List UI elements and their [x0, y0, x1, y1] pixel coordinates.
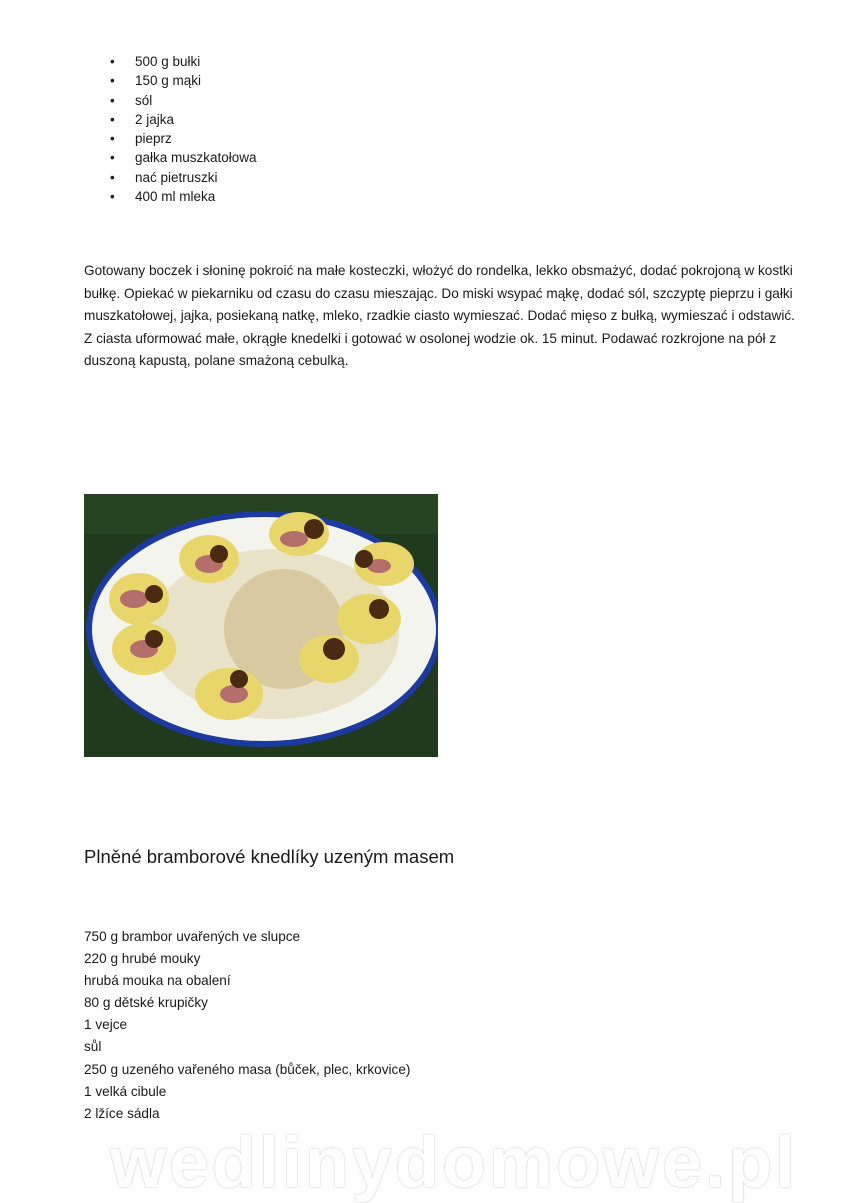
ingredient: gałka muszkatołowa	[135, 150, 257, 166]
ingredient: 500 g bułki	[135, 54, 201, 69]
ingredient: 150 g mąki	[135, 73, 202, 89]
bullet: •	[110, 92, 115, 108]
ingredient: 2 jajka	[135, 111, 175, 127]
ingredient: 1 velká cibule	[84, 1083, 167, 1099]
ingredient: 1 vejce	[84, 1017, 128, 1033]
ingredient: sól	[135, 92, 153, 108]
ingredient: 220 g hrubé mouky	[84, 951, 201, 967]
instructions-paragraph: Gotowany boczek i słoninę pokroić na małe kosteczki, włożyć do rondelka, lekko obsmażyć, dodać pokrojoną w kostki bułkę. Opiekać w piekarniku od czasu do czasu mieszając. Do miski wsypać mąkę, dodać sól, szczyptę pieprzu i gałki muszkatołowej, jajka, posiekaną natkę, mleko, rzadkie ciasto wymieszać. Dodać mięso z bułką, wymieszać i odstawić. Z ciasta uformować małe, okrągłe knedelki i gotować w osolonej wodzie ok. 15 minut. Podawać rozkrojone na pół z duszoną kapustą, polane smażoną cebulką.	[84, 263, 795, 369]
bullet: •	[110, 73, 115, 89]
bullet: •	[110, 131, 115, 147]
ingredient: sůl	[84, 1039, 102, 1055]
czech-ingredient-list	[84, 926, 410, 1125]
bullet: •	[110, 54, 115, 69]
bullet: •	[110, 111, 115, 127]
ingredient: 80 g dětské krupičky	[84, 995, 208, 1011]
watermark: wedlinydomowe.pl	[110, 1123, 799, 1203]
bullet: •	[110, 150, 115, 166]
ingredient: pieprz	[135, 131, 172, 147]
recipe-title: Plněné bramborové knedlíky uzeným masem	[84, 846, 455, 867]
ingredient: nać pietruszki	[135, 169, 218, 185]
ingredient: 250 g uzeného vařeného masa (bůček, plec, krkovice)	[84, 1061, 411, 1077]
ingredient: hrubá mouka na obalení	[84, 973, 231, 989]
ingredient: 750 g brambor uvařených ve slupce	[84, 929, 301, 944]
dumplings-photo	[84, 494, 438, 757]
ingredient: 400 ml mleka	[135, 189, 216, 205]
ingredient: 2 lžíce sádla	[84, 1105, 160, 1121]
bullet: •	[110, 169, 115, 185]
bullet: •	[110, 189, 115, 205]
